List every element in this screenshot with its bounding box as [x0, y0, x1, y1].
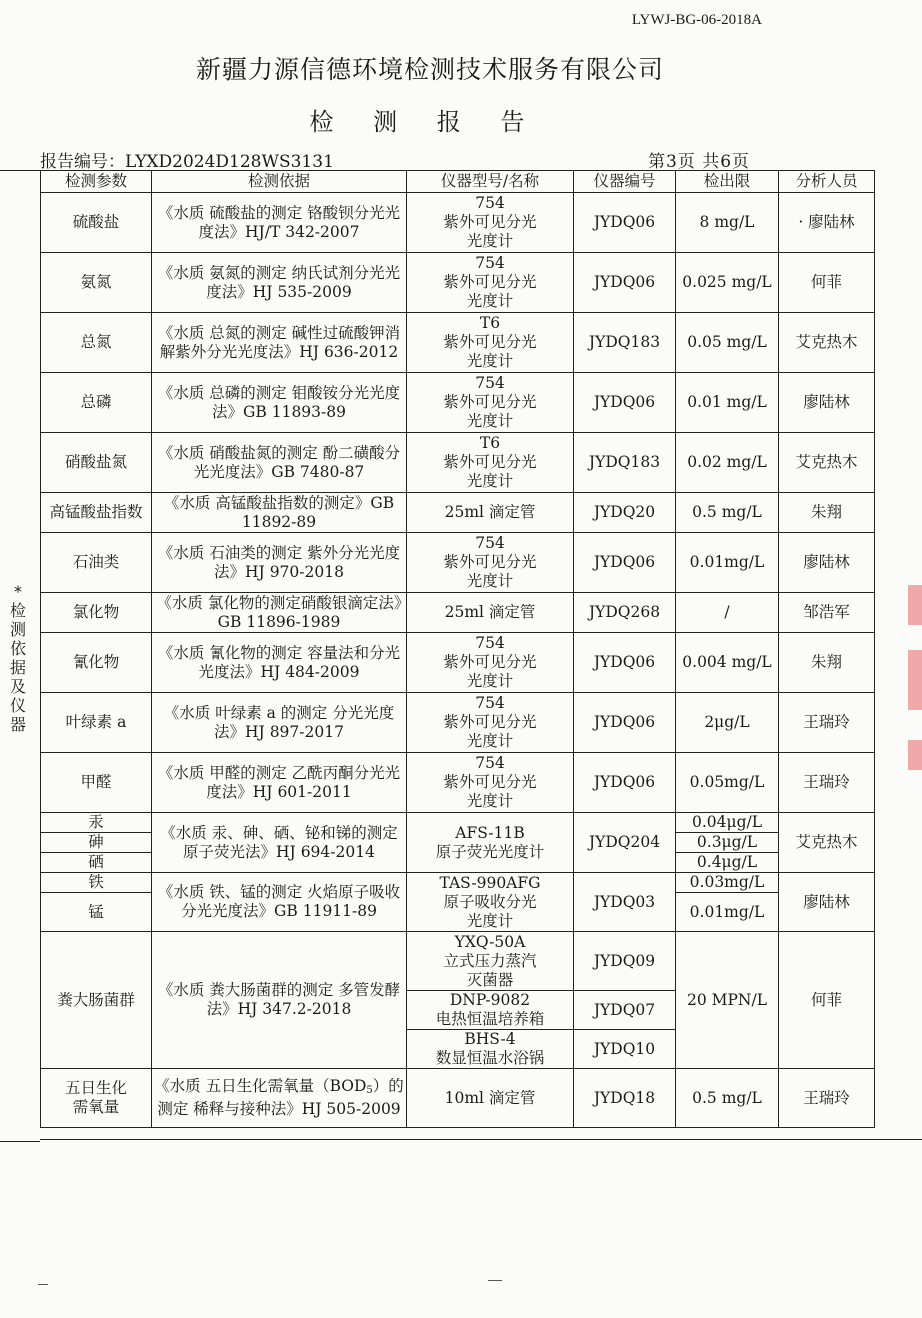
param-cell: 氨氮 — [41, 253, 152, 313]
limit-cell: 0.5 mg/L — [676, 1069, 779, 1128]
instrument-cell: DNP-9082 电热恒温培养箱 — [407, 991, 574, 1030]
param-cell: 硝酸盐氮 — [41, 433, 152, 493]
table-row — [41, 373, 875, 433]
stamp-mark — [908, 650, 922, 710]
analyst-cell: 王瑞玲 — [779, 753, 875, 813]
table-row-coliform — [41, 932, 875, 991]
document-code: LYWJ-BG-06-2018A — [631, 12, 762, 28]
param-cell: 总磷 — [41, 373, 152, 433]
column-header: 仪器编号 — [574, 171, 676, 193]
table-row-afs — [41, 813, 875, 833]
param-cell: 砷 — [41, 833, 152, 853]
limit-cell: 2μg/L — [676, 693, 779, 753]
basis-cell — [152, 1069, 407, 1128]
basis-cell: 《水质 铁、锰的测定 火焰原子吸收分光光度法》GB 11911-89 — [152, 873, 407, 932]
instrument-cell: 10ml 滴定管 — [407, 1069, 574, 1128]
instrument-id-cell: JYDQ06 — [574, 253, 676, 313]
instrument-id-cell: JYDQ06 — [574, 193, 676, 253]
basis-text-part: ）的测定 稀释与接种法》HJ 505-2009 — [157, 1077, 404, 1118]
instrument-id-cell: JYDQ204 — [574, 813, 676, 873]
param-cell: 总氮 — [41, 313, 152, 373]
test-basis-table — [40, 170, 875, 1128]
analyst-cell: 朱翔 — [779, 633, 875, 693]
basis-cell: 《水质 石油类的测定 紫外分光光度法》HJ 970-2018 — [152, 533, 407, 593]
bottom-rule — [40, 1139, 922, 1140]
instrument-id-cell: JYDQ06 — [574, 693, 676, 753]
limit-cell: 0.5 mg/L — [676, 493, 779, 533]
basis-cell: 《水质 硝酸盐氮的测定 酚二磺酸分光光度法》GB 7480-87 — [152, 433, 407, 493]
table-row — [41, 533, 875, 593]
instrument-id-cell: JYDQ10 — [574, 1030, 676, 1069]
param-cell: 粪大肠菌群 — [41, 932, 152, 1069]
column-header: 检测参数 — [41, 171, 152, 193]
instrument-cell: YXQ-50A 立式压力蒸汽 灭菌器 — [407, 932, 574, 991]
table-row — [41, 693, 875, 753]
instrument-id-cell: JYDQ183 — [574, 433, 676, 493]
instrument-cell: 754 紫外可见分光 光度计 — [407, 633, 574, 693]
instrument-id-cell: JYDQ183 — [574, 313, 676, 373]
param-cell: 硒 — [41, 853, 152, 873]
basis-cell: 《水质 叶绿素 a 的测定 分光光度法》HJ 897-2017 — [152, 693, 407, 753]
limit-cell: 0.4μg/L — [676, 853, 779, 873]
instrument-id-cell: JYDQ18 — [574, 1069, 676, 1128]
scan-dash — [38, 1284, 48, 1285]
basis-cell: 《水质 氰化物的测定 容量法和分光光度法》HJ 484-2009 — [152, 633, 407, 693]
limit-cell: 0.3μg/L — [676, 833, 779, 853]
param-cell: 氯化物 — [41, 593, 152, 633]
instrument-cell: 25ml 滴定管 — [407, 493, 574, 533]
analyst-cell: 艾克热木 — [779, 433, 875, 493]
table-body — [41, 193, 875, 1128]
instrument-id-cell: JYDQ06 — [574, 753, 676, 813]
page-info: 第3页 共6页 — [648, 152, 751, 172]
limit-cell: 0.05 mg/L — [676, 313, 779, 373]
instrument-id-cell: JYDQ06 — [574, 533, 676, 593]
analyst-cell: 王瑞玲 — [779, 693, 875, 753]
side-label-text: * 检 测 依 据 及 仪 器 — [9, 582, 26, 734]
instrument-cell: 754 紫外可见分光 光度计 — [407, 533, 574, 593]
limit-cell: 0.03mg/L — [676, 873, 779, 893]
company-name: 新疆力源信德环境检测技术服务有限公司 — [195, 55, 664, 84]
analyst-cell: 廖陆林 — [779, 873, 875, 932]
report-title: 检 测 报 告 — [309, 108, 541, 136]
instrument-cell: 25ml 滴定管 — [407, 593, 574, 633]
table-header-row — [41, 171, 875, 193]
param-cell: 甲醛 — [41, 753, 152, 813]
analyst-cell: 艾克热木 — [779, 313, 875, 373]
instrument-cell: 754 紫外可见分光 光度计 — [407, 373, 574, 433]
instrument-cell: T6 紫外可见分光 光度计 — [407, 433, 574, 493]
analyst-cell: 何菲 — [779, 932, 875, 1069]
param-cell: 高锰酸盐指数 — [41, 493, 152, 533]
table-row — [41, 493, 875, 533]
table-row-fe-mn — [41, 873, 875, 893]
table-row — [41, 593, 875, 633]
instrument-cell: 754 紫外可见分光 光度计 — [407, 753, 574, 813]
column-header: 仪器型号/名称 — [407, 171, 574, 193]
analyst-cell: 廖陆林 — [779, 373, 875, 433]
report-number: 报告编号：LYXD2024D128WS3131 — [40, 152, 334, 172]
table-row-bod — [41, 1069, 875, 1128]
instrument-cell: 754 紫外可见分光 光度计 — [407, 693, 574, 753]
limit-cell: 0.01 mg/L — [676, 373, 779, 433]
limit-cell: 0.01mg/L — [676, 893, 779, 932]
instrument-id-cell: JYDQ06 — [574, 633, 676, 693]
limit-cell: / — [676, 593, 779, 633]
limit-cell: 8 mg/L — [676, 193, 779, 253]
param-cell: 氰化物 — [41, 633, 152, 693]
basis-cell: 《水质 粪大肠菌群的测定 多管发酵法》HJ 347.2-2018 — [152, 932, 407, 1069]
basis-cell: 《水质 甲醛的测定 乙酰丙酮分光光度法》HJ 601-2011 — [152, 753, 407, 813]
side-label — [8, 582, 28, 734]
column-header: 检测依据 — [152, 171, 407, 193]
limit-cell: 0.05mg/L — [676, 753, 779, 813]
instrument-cell: 754 紫外可见分光 光度计 — [407, 253, 574, 313]
param-cell: 铁 — [41, 873, 152, 893]
column-header: 检出限 — [676, 171, 779, 193]
instrument-cell: BHS-4 数显恒温水浴锅 — [407, 1030, 574, 1069]
analyst-cell: 艾克热木 — [779, 813, 875, 873]
param-cell: 叶绿素 a — [41, 693, 152, 753]
basis-cell: 《水质 氯化物的测定硝酸银滴定法》GB 11896-1989 — [152, 593, 407, 633]
instrument-id-cell: JYDQ09 — [574, 932, 676, 991]
analyst-cell: 邹浩军 — [779, 593, 875, 633]
instrument-id-cell: JYDQ268 — [574, 593, 676, 633]
limit-cell: 0.04μg/L — [676, 813, 779, 833]
table-row — [41, 313, 875, 373]
analyst-cell: 王瑞玲 — [779, 1069, 875, 1128]
instrument-id-cell: JYDQ06 — [574, 373, 676, 433]
instrument-cell: TAS-990AFG 原子吸收分光 光度计 — [407, 873, 574, 932]
basis-cell: 《水质 总氮的测定 碱性过硫酸钾消解紫外分光光度法》HJ 636-2012 — [152, 313, 407, 373]
basis-cell: 《水质 氨氮的测定 纳氏试剂分光光度法》HJ 535-2009 — [152, 253, 407, 313]
instrument-id-cell: JYDQ03 — [574, 873, 676, 932]
table-row — [41, 753, 875, 813]
basis-cell: 《水质 硫酸盐的测定 铬酸钡分光光度法》HJ/T 342-2007 — [152, 193, 407, 253]
stamp-mark — [908, 740, 922, 770]
basis-cell: 《水质 汞、砷、硒、铋和锑的测定 原子荧光法》HJ 694-2014 — [152, 813, 407, 873]
param-cell: 五日生化 需氧量 — [41, 1069, 152, 1128]
basis-cell: 《水质 高锰酸盐指数的测定》GB 11892-89 — [152, 493, 407, 533]
instrument-cell: T6 紫外可见分光 光度计 — [407, 313, 574, 373]
param-cell: 硫酸盐 — [41, 193, 152, 253]
analyst-cell: · 廖陆林 — [779, 193, 875, 253]
limit-cell: 0.004 mg/L — [676, 633, 779, 693]
analyst-cell: 朱翔 — [779, 493, 875, 533]
basis-subscript: 5 — [366, 1085, 373, 1096]
param-cell: 石油类 — [41, 533, 152, 593]
limit-cell: 0.025 mg/L — [676, 253, 779, 313]
table-row — [41, 433, 875, 493]
instrument-cell: AFS-11B 原子荧光光度计 — [407, 813, 574, 873]
limit-cell: 0.02 mg/L — [676, 433, 779, 493]
param-cell: 锰 — [41, 893, 152, 932]
instrument-cell: 754 紫外可见分光 光度计 — [407, 193, 574, 253]
limit-cell: 20 MPN/L — [676, 932, 779, 1069]
instrument-id-cell: JYDQ07 — [574, 991, 676, 1030]
analyst-cell: 廖陆林 — [779, 533, 875, 593]
table-row — [41, 633, 875, 693]
param-cell: 汞 — [41, 813, 152, 833]
table-row — [41, 193, 875, 253]
analyst-cell: 何菲 — [779, 253, 875, 313]
basis-text-part: 《水质 五日生化需氧量（BOD — [154, 1077, 367, 1095]
stamp-mark — [908, 585, 922, 625]
limit-cell: 0.01mg/L — [676, 533, 779, 593]
instrument-id-cell: JYDQ20 — [574, 493, 676, 533]
basis-cell: 《水质 总磷的测定 钼酸铵分光光度法》GB 11893-89 — [152, 373, 407, 433]
scan-dash — [488, 1280, 502, 1281]
table-row — [41, 253, 875, 313]
column-header: 分析人员 — [779, 171, 875, 193]
